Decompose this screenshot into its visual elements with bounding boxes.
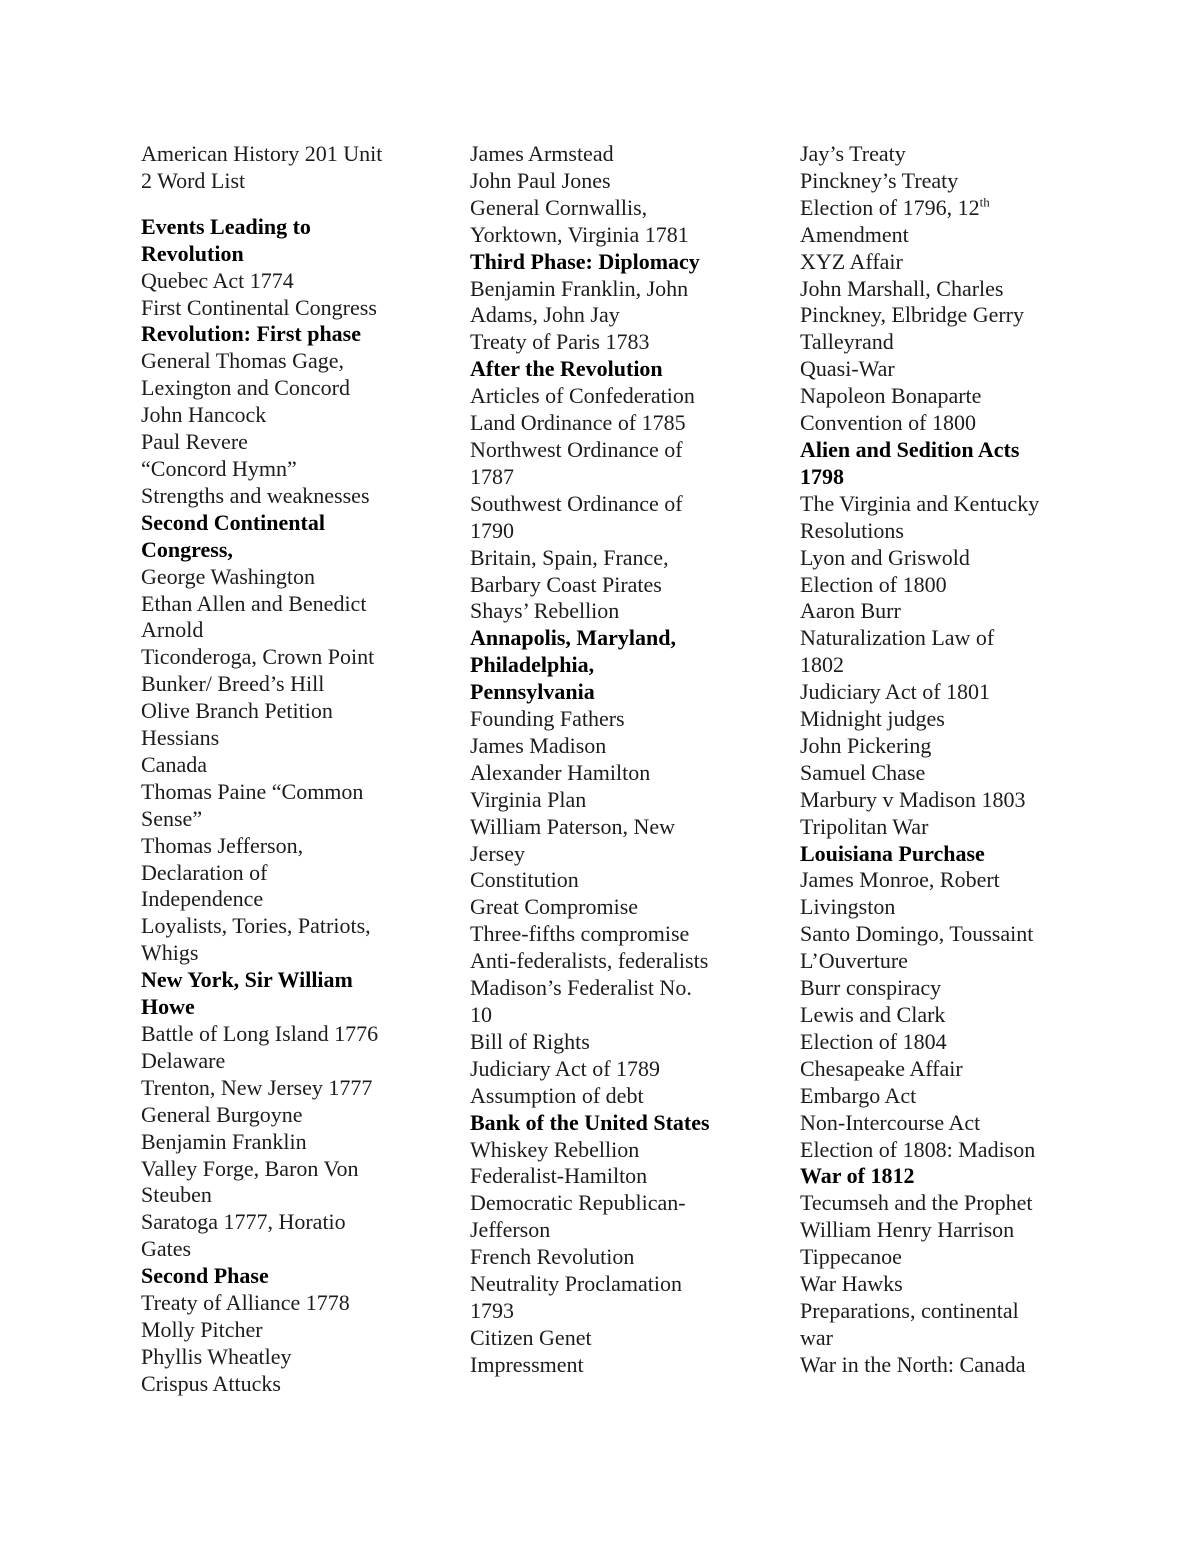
list-item — [141, 644, 441, 671]
list-item — [800, 1298, 1100, 1325]
list-item-text: Resolutions — [800, 517, 904, 543]
list-item — [470, 572, 770, 599]
list-item — [800, 975, 1100, 1002]
section-heading — [470, 652, 770, 679]
list-item-text: The Virginia and Kentucky — [800, 490, 1040, 516]
list-item-text: Judiciary Act of 1801 — [800, 679, 991, 705]
section-heading — [800, 464, 1100, 491]
list-item — [800, 1244, 1100, 1271]
list-item-text: Ticonderoga, Crown Point — [141, 644, 375, 670]
list-item-text: Phyllis Wheatley — [141, 1343, 292, 1369]
list-item — [470, 921, 770, 948]
list-item — [800, 195, 1100, 222]
list-item-text: John Marshall, Charles — [800, 275, 1004, 301]
list-item — [141, 1156, 441, 1183]
section-heading — [800, 437, 1100, 464]
list-item-text: Samuel Chase — [800, 759, 926, 785]
list-item-text: Jersey — [470, 840, 525, 866]
list-item — [470, 733, 770, 760]
list-item — [470, 168, 770, 195]
list-item — [800, 1029, 1100, 1056]
list-item-text: Whigs — [141, 940, 199, 966]
list-item-text: Congress, — [141, 536, 233, 562]
list-item-text: Treaty of Paris 1783 — [470, 329, 650, 355]
list-item-text: 1802 — [800, 652, 844, 678]
list-item-text: Philadelphia, — [470, 652, 595, 678]
list-item-text: John Pickering — [800, 732, 932, 758]
list-item-text: Benjamin Franklin, John — [470, 275, 689, 301]
list-item — [800, 1217, 1100, 1244]
list-item — [470, 706, 770, 733]
list-item-text: James Armstead — [470, 141, 614, 166]
list-item-text: Anti-federalists, federalists — [470, 948, 709, 974]
list-item — [470, 1029, 770, 1056]
section-heading — [470, 625, 770, 652]
list-item — [800, 1137, 1100, 1164]
list-item — [800, 1352, 1100, 1379]
list-item — [141, 591, 441, 618]
list-item — [141, 456, 441, 483]
list-item — [800, 625, 1100, 652]
list-item-text: Battle of Long Island 1776 — [141, 1021, 379, 1046]
list-item-text: Revolution: First phase — [141, 321, 361, 347]
list-item-text: Thomas Jefferson, — [141, 832, 304, 858]
list-item — [800, 491, 1100, 518]
list-item-text: Election of 1804 — [800, 1028, 947, 1054]
list-item-text: Alexander Hamilton — [470, 759, 651, 785]
list-item-text: New York, Sir William — [141, 967, 353, 993]
list-item — [800, 276, 1100, 303]
list-item — [800, 572, 1100, 599]
list-item-text: General Cornwallis, — [470, 194, 648, 220]
list-item — [141, 1182, 441, 1209]
list-item — [800, 598, 1100, 625]
list-item-text: Northwest Ordinance of — [470, 436, 683, 462]
list-item — [800, 545, 1100, 572]
list-item-text: Thomas Paine “Common — [141, 778, 364, 804]
list-item-text: William Paterson, New — [470, 813, 676, 839]
list-item-text: Tripolitan War — [800, 813, 929, 839]
list-item-text: Declaration of — [141, 859, 268, 885]
list-item — [470, 410, 770, 437]
list-item-text: Great Compromise — [470, 894, 639, 920]
list-item — [800, 814, 1100, 841]
list-item-text: General Burgoyne — [141, 1101, 303, 1127]
list-item — [141, 617, 441, 644]
list-item-text: Madison’s Federalist No. — [470, 975, 692, 1001]
list-item-text: James Madison — [470, 732, 607, 758]
list-item-text: Bank of the United States — [470, 1109, 710, 1135]
list-item — [141, 1317, 441, 1344]
section-heading — [470, 679, 770, 706]
list-item-text: Third Phase: Diplomacy — [470, 248, 700, 274]
list-item-text: Alien and Sedition Acts — [800, 436, 1020, 462]
list-item-text: Southwest Ordinance of — [470, 490, 683, 516]
list-item-text: Articles of Confederation — [470, 383, 695, 409]
list-item-text: War Hawks — [800, 1271, 903, 1297]
list-item — [141, 375, 441, 402]
list-item — [141, 698, 441, 725]
list-item — [141, 806, 441, 833]
list-item-text: Loyalists, Tories, Patriots, — [141, 913, 371, 939]
list-item-text: Steuben — [141, 1182, 212, 1208]
list-item — [470, 1056, 770, 1083]
list-item-text: XYZ Affair — [800, 248, 903, 274]
list-item — [800, 518, 1100, 545]
list-item — [470, 1352, 770, 1379]
list-item — [800, 894, 1100, 921]
list-item-text: Pinckney’s Treaty — [800, 167, 959, 193]
list-item — [470, 195, 770, 222]
list-item — [141, 725, 441, 752]
list-item — [470, 975, 770, 1002]
word-list-col3-items — [800, 141, 1100, 1379]
word-list-column-1 — [141, 141, 441, 1398]
list-item-text: Paul Revere — [141, 429, 248, 455]
section-heading — [470, 249, 770, 276]
list-item — [470, 1083, 770, 1110]
section-heading — [141, 321, 441, 348]
list-item — [470, 1325, 770, 1352]
list-item-text: Non-Intercourse Act — [800, 1109, 981, 1135]
list-item-text: William Henry Harrison — [800, 1217, 1015, 1243]
list-item-text: Benjamin Franklin — [141, 1128, 307, 1154]
list-item — [470, 276, 770, 303]
list-item — [470, 1271, 770, 1298]
list-item-text: Judiciary Act of 1789 — [470, 1055, 661, 1081]
list-item — [470, 222, 770, 249]
list-item — [141, 402, 441, 429]
section-heading — [141, 537, 441, 564]
list-item — [800, 1325, 1100, 1352]
doc-title-line-2: 2 Word List — [141, 167, 246, 193]
list-item — [141, 1344, 441, 1371]
list-item — [470, 464, 770, 491]
list-item-text: Sense” — [141, 805, 203, 831]
list-item — [470, 329, 770, 356]
list-item-text: Burr conspiracy — [800, 975, 942, 1001]
list-item-text: 1798 — [800, 463, 844, 489]
word-list-column-2 — [470, 141, 770, 1379]
list-item — [470, 491, 770, 518]
list-item-text: Preparations, continental — [800, 1297, 1019, 1323]
list-item-text: Bunker/ Breed’s Hill — [141, 671, 325, 697]
section-heading — [141, 994, 441, 1021]
list-item — [470, 814, 770, 841]
list-item-text: war — [800, 1324, 833, 1350]
list-item — [800, 1083, 1100, 1110]
list-item-text: Crispus Attucks — [141, 1370, 281, 1396]
list-item-text: 1787 — [470, 463, 514, 489]
list-item — [800, 652, 1100, 679]
list-item — [141, 913, 441, 940]
list-item-text: Yorktown, Virginia 1781 — [470, 221, 689, 247]
list-item-text: Barbary Coast Pirates — [470, 571, 662, 597]
list-item-text: Democratic Republican- — [470, 1190, 686, 1216]
list-item — [800, 249, 1100, 276]
list-item-text: Treaty of Alliance 1778 — [141, 1290, 350, 1316]
list-item-text: Canada — [141, 751, 207, 777]
list-item-text: Convention of 1800 — [800, 410, 976, 436]
list-item — [800, 410, 1100, 437]
list-item-text: Saratoga 1777, Horatio — [141, 1209, 346, 1235]
list-item-text: Citizen Genet — [470, 1324, 592, 1350]
list-item-text: 10 — [470, 1002, 492, 1027]
section-heading — [141, 510, 441, 537]
list-item — [470, 1217, 770, 1244]
list-item — [141, 1236, 441, 1263]
list-item-text: Quasi-War — [800, 356, 895, 382]
list-item-text: Livingston — [800, 894, 896, 920]
list-item-text: Lyon and Griswold — [800, 544, 970, 570]
list-item-text: Impressment — [470, 1351, 584, 1377]
word-list-col2-items — [470, 141, 770, 1379]
list-item-text: Bill of Rights — [470, 1028, 590, 1054]
list-item — [800, 921, 1100, 948]
list-item-text: Second Continental — [141, 509, 325, 535]
list-item — [800, 733, 1100, 760]
section-heading — [800, 1163, 1100, 1190]
list-item-text: Gates — [141, 1236, 192, 1262]
list-item — [800, 867, 1100, 894]
list-item — [141, 1209, 441, 1236]
list-item-text: Quebec Act 1774 — [141, 267, 294, 293]
list-item-text: Revolution — [141, 240, 244, 266]
list-item-text: Hessians — [141, 725, 220, 751]
section-heading — [141, 214, 441, 241]
list-item-text: Molly Pitcher — [141, 1316, 263, 1342]
list-item-text: Pinckney, Elbridge Gerry — [800, 302, 1025, 328]
list-item — [141, 564, 441, 591]
list-item-text: First Continental Congress — [141, 294, 377, 320]
section-heading — [141, 241, 441, 268]
list-item — [470, 518, 770, 545]
list-item-text: Strengths and weaknesses — [141, 482, 370, 508]
section-heading — [141, 1263, 441, 1290]
list-item — [470, 787, 770, 814]
list-item-text: War of 1812 — [800, 1163, 915, 1189]
list-item-text: “Concord Hymn” — [141, 455, 297, 481]
list-item-text: Amendment — [800, 221, 909, 247]
list-item — [470, 1002, 770, 1029]
list-item — [800, 1110, 1100, 1137]
list-item — [800, 1002, 1100, 1029]
list-item — [800, 948, 1100, 975]
list-item-text: Adams, John Jay — [470, 302, 620, 328]
word-list-column-3 — [800, 141, 1100, 1379]
list-item — [800, 168, 1100, 195]
doc-title-line-1: American History 201 Unit — [141, 141, 383, 166]
list-item — [470, 841, 770, 868]
list-item-text: Marbury v Madison 1803 — [800, 786, 1026, 812]
list-item-text: Valley Forge, Baron Von — [141, 1155, 359, 1181]
list-item — [141, 1048, 441, 1075]
list-item — [141, 833, 441, 860]
list-item-text: Land Ordinance of 1785 — [470, 410, 686, 436]
list-item-text: Tippecanoe — [800, 1244, 902, 1270]
list-item — [141, 429, 441, 456]
list-item-text: Assumption of debt — [470, 1082, 644, 1108]
list-item-text: Ethan Allen and Benedict — [141, 590, 367, 616]
list-item-text: Shays’ Rebellion — [470, 598, 620, 624]
list-item — [470, 302, 770, 329]
list-item-text: After the Revolution — [470, 356, 663, 382]
list-item — [800, 1190, 1100, 1217]
list-item-text: Federalist-Hamilton — [470, 1163, 648, 1189]
list-item-text: Events Leading to — [141, 213, 311, 239]
list-item — [800, 329, 1100, 356]
list-item — [141, 268, 441, 295]
list-item-text: Second Phase — [141, 1263, 269, 1289]
list-item-text: Naturalization Law of — [800, 625, 995, 651]
list-item — [800, 679, 1100, 706]
list-item — [141, 752, 441, 779]
list-item — [141, 1290, 441, 1317]
list-item — [141, 1129, 441, 1156]
list-item-text: Constitution — [470, 867, 579, 893]
list-item-text: Independence — [141, 886, 264, 912]
list-item-text: Delaware — [141, 1047, 226, 1073]
list-item — [800, 787, 1100, 814]
list-item-text: John Paul Jones — [470, 167, 611, 193]
list-item-text: French Revolution — [470, 1244, 635, 1270]
list-item — [470, 948, 770, 975]
list-item — [800, 356, 1100, 383]
list-item-text: John Hancock — [141, 402, 267, 428]
list-item — [470, 1163, 770, 1190]
section-heading — [470, 356, 770, 383]
list-item-text: 1793 — [470, 1297, 514, 1323]
word-list-col1-items — [141, 214, 441, 1398]
list-item — [141, 295, 441, 322]
list-item-text: Election of 1808: Madison — [800, 1136, 1036, 1162]
list-item-text: Aaron Burr — [800, 598, 901, 624]
list-item — [141, 886, 441, 913]
list-item — [141, 1075, 441, 1102]
list-item — [470, 1298, 770, 1325]
list-item-text: Britain, Spain, France, — [470, 544, 669, 570]
superscript: th — [979, 194, 990, 210]
list-item-text: James Monroe, Robert — [800, 867, 1000, 893]
list-item-text: Louisiana Purchase — [800, 840, 985, 866]
list-item-text: Whiskey Rebellion — [470, 1136, 640, 1162]
list-item-text: George Washington — [141, 563, 316, 589]
list-item — [141, 1371, 441, 1398]
list-item-text: Tecumseh and the Prophet — [800, 1190, 1033, 1216]
list-item — [470, 760, 770, 787]
section-heading — [800, 841, 1100, 868]
list-item — [470, 1190, 770, 1217]
list-item-text: Arnold — [141, 617, 204, 643]
list-item — [470, 867, 770, 894]
list-item — [141, 671, 441, 698]
list-item-text: Jay’s Treaty — [800, 141, 906, 166]
list-item-text: Founding Fathers — [470, 706, 625, 732]
list-item-text: Three-fifths compromise — [470, 921, 690, 947]
list-item-text: War in the North: Canada — [800, 1351, 1026, 1377]
list-item-text: Embargo Act — [800, 1082, 917, 1108]
list-item-text: Chesapeake Affair — [800, 1055, 963, 1081]
list-item-text: Lewis and Clark — [800, 1002, 946, 1027]
list-item — [800, 1056, 1100, 1083]
list-item — [800, 383, 1100, 410]
list-item — [470, 894, 770, 921]
list-item — [141, 348, 441, 375]
list-item — [141, 940, 441, 967]
list-item-text: 1790 — [470, 517, 514, 543]
list-item-text: General Thomas Gage, — [141, 348, 345, 374]
list-item-text: L’Ouverture — [800, 948, 908, 974]
list-item — [470, 437, 770, 464]
list-item-text: Neutrality Proclamation — [470, 1271, 682, 1297]
list-item — [141, 779, 441, 806]
section-heading — [470, 1110, 770, 1137]
list-item-text: Santo Domingo, Toussaint — [800, 921, 1034, 947]
list-item-text: Olive Branch Petition — [141, 698, 333, 724]
list-item — [800, 760, 1100, 787]
list-item — [141, 1021, 441, 1048]
list-item — [141, 860, 441, 887]
list-item — [470, 545, 770, 572]
list-item-text: Election of 1796, 12 — [800, 194, 980, 220]
list-item — [470, 1244, 770, 1271]
list-item — [800, 1271, 1100, 1298]
list-item-text: Lexington and Concord — [141, 375, 350, 401]
list-item-text: Howe — [141, 994, 195, 1020]
list-item-text: Annapolis, Maryland, — [470, 625, 676, 651]
list-item-text: Jefferson — [470, 1217, 551, 1243]
list-item-text: Talleyrand — [800, 329, 894, 355]
list-item — [800, 706, 1100, 733]
list-item-text: Virginia Plan — [470, 786, 587, 812]
list-item — [800, 302, 1100, 329]
list-item-text: Trenton, New Jersey 1777 — [141, 1074, 373, 1100]
list-item — [470, 598, 770, 625]
list-item — [470, 1137, 770, 1164]
list-item-text: Election of 1800 — [800, 571, 947, 597]
list-item — [800, 222, 1100, 249]
list-item-text: Pennsylvania — [470, 679, 595, 705]
list-item-text: Midnight judges — [800, 706, 945, 732]
section-heading — [141, 967, 441, 994]
list-item — [800, 141, 1100, 168]
title-spacer — [141, 195, 441, 214]
list-item — [470, 383, 770, 410]
list-item — [141, 1102, 441, 1129]
list-item-text: Napoleon Bonaparte — [800, 383, 982, 409]
list-item — [141, 483, 441, 510]
list-item — [470, 141, 770, 168]
